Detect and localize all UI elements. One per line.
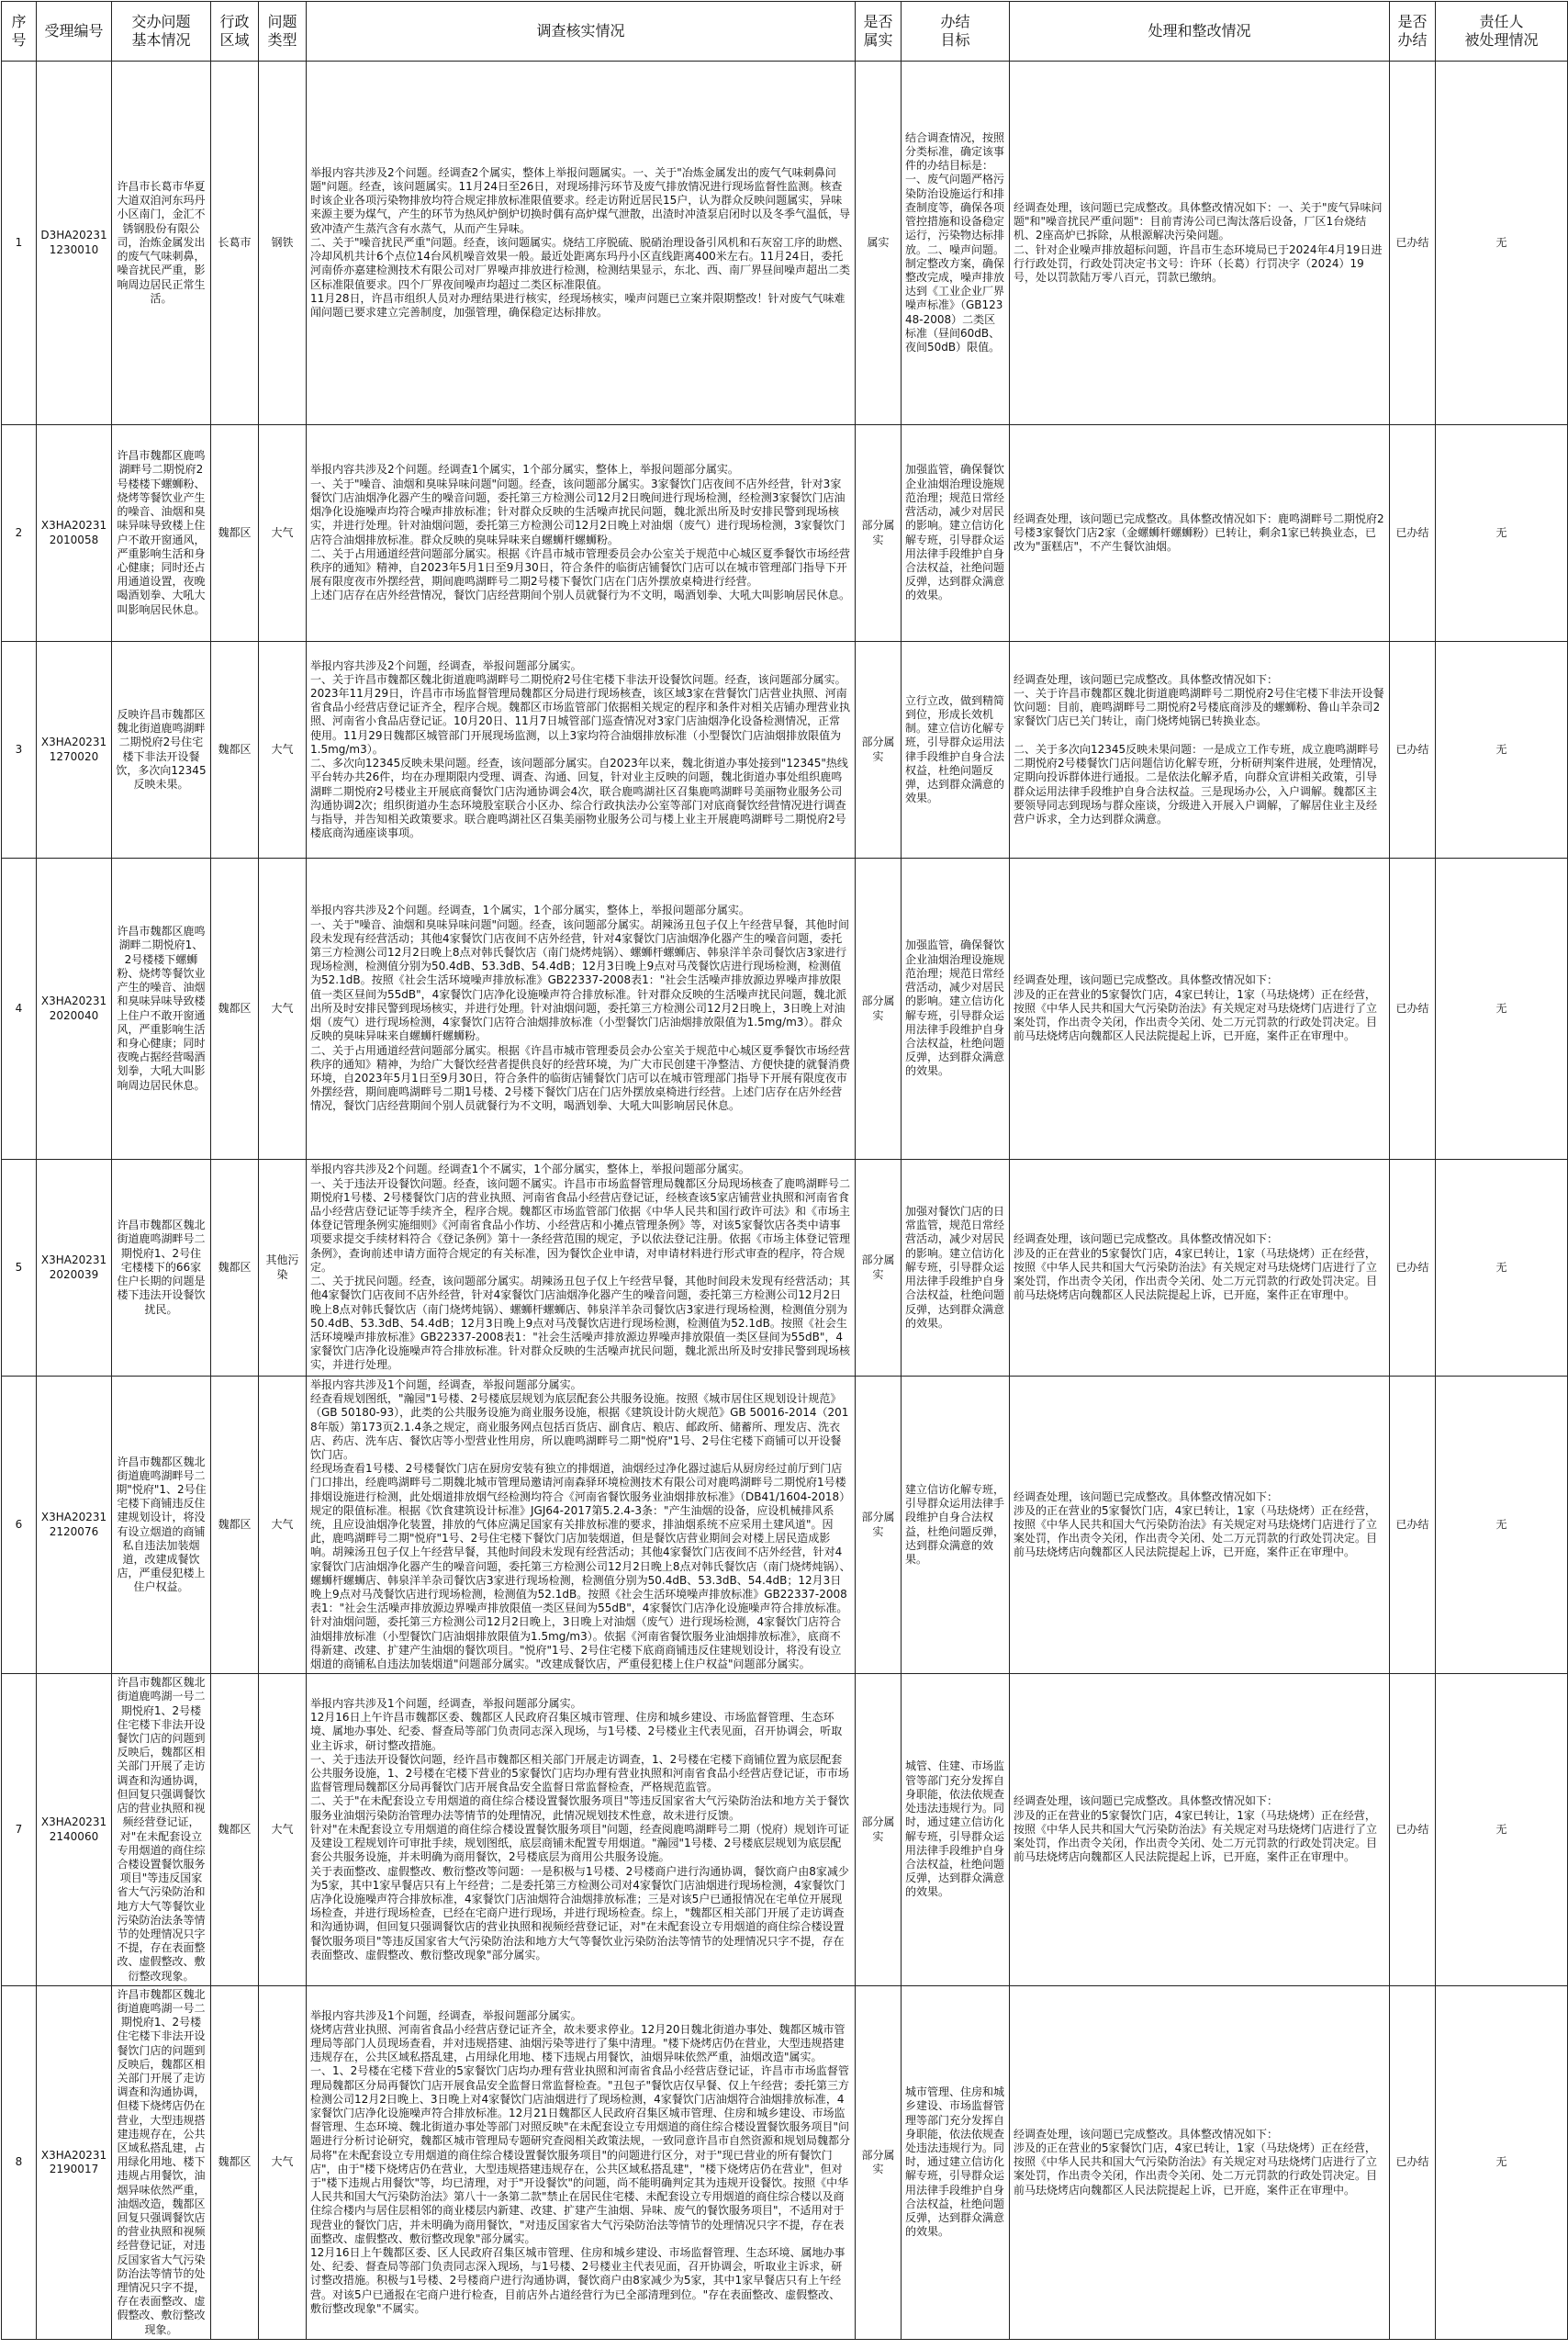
cell-handling: 经调查处理，该问题已完成整改。具体整改情况如下： 涉及的正在营业的5家餐饮门店，4家已转让，1家（马珐烧烤）正在经营，按照《中华人民共和国大气污染防治法》有关规定对马珐烧烤门店进行了立案处罚，作出责令关闭，作出责令关闭、处二万元罚款的行政处罚决定。目前马珐烧烤店向魏都区人民法院提起上诉，已开庭，案件正在审理中。 — [1010, 859, 1390, 1160]
cell-goal: 加强监管，确保餐饮企业油烟治理设施规范治理；规范日常经营活动，减少对居民的影响。建立信访化解专班，引导群众运用法律手段维护自身合法权益，社绝问题反弹，达到群众满意的效果。 — [902, 425, 1010, 642]
cell-true: 部分属实 — [856, 1160, 902, 1377]
cell-id: X3HA202312190017 — [37, 1985, 112, 2339]
cell-type: 大气 — [259, 859, 307, 1160]
cell-handling: 经调查处理，该问题已完成整改。具体整改情况如下： 涉及的正在营业的5家餐饮门店，4家已转让，1家（马珐烧烤）正在经营，按照《中华人民共和国大气污染防治法》有关规定对马珐烧烤门店进行了立案处罚，作出责令关闭，作出责令关闭、处二万元罚款的行政处罚决定。目前马珐烧烤店向魏都区人民法院提起上诉，已开庭，案件正在审理中。 — [1010, 1160, 1390, 1377]
table-row — [2, 642, 1568, 859]
cell-basic: 许昌市魏都区魏北街道鹿鸣湖畔号二期悦府1、2号住宅楼楼下的66家住户长期的问题是楼下违法开设餐饮扰民。 — [112, 1160, 211, 1377]
cell-done: 已办结 — [1390, 859, 1436, 1160]
cell-type: 钢铁 — [259, 62, 307, 425]
cell-true: 部分属实 — [856, 1985, 902, 2339]
cell-investigation: 举报内容共涉及1个问题，经调查，举报问题部分属实。 烧烤店营业执照、河南省食品小经营店登记证齐全，故未要求停业。12月20日魏北街道办事处、魏都区城市管理局等部门人员现场查看，并对违规搭建、油烟污染等进行了集中清理。"楼下烧烤店仍在营业，大型违规搭建违规存在，公共区域私搭乱建，占用绿化用地、楼下违规占用餐饮，油烟异味依然严重，油烟改造"属实。 一、1、2号楼在宅楼下营业的5家餐饮门店均办理有营业执照和河南省食品小经营店登记证，许昌市市场监督管理局魏都区分局再餐饮门店开展食品安全监督日常监督检查。"丑包子"餐饮店仅早餐、仅上午经营；委托第三方检测公司12月2日晚上、3日晚上对4家餐饮门店油烟进行了现场检测，4家餐饮门店油烟符合油烟排放标准，4家餐饮门店净化设施噪声符合排放标准。12月21日魏都区人民政府召集区城市管理、住房和城乡建设、市场监督管理、生态环境、魏北街道办事处等部门对照反映"在未配套设立专用烟道的商住综合楼设置餐饮服务项目"问题进行分析讨论研究，魏都区城市管理局专题研究查阅相关政策法规，一致同意许昌市自然资源和规划局魏都分局将"在未配套设立专用烟道的商住综合楼设置餐饮服务项目"的问题进行区分，对于"现已营业的所有餐饮门店"，由于"楼下烧烤店仍在营业，大型违规搭建违规存在，公共区域私搭乱建"，"楼下烧烤店仍在营业"，但对于"楼下违规占用餐饮"等，均已清理，对于"开设餐饮"的问题，尚不能明确判定其为违规开设餐饮。按照《中华人民共和国大气污染防治法》第八十一条第二款"禁止在居民住宅楼、未配套设立专用烟道的商住综合楼以及商住综合楼内与居住层相邻的商业楼层内新建、改建、扩建产生油烟、异味、废气的餐饮服务项目"，不适用对于现营业的餐饮门店，并未明确为商用餐饮，"对违反国家省大气污染防治法等情节的处理情况只字不提，存在表面整改、虚假整改、敷衍整改现象"部分属实。 12月16日上午魏都区委、区人民政府召集区城市管理、住房和城乡建设、市场监督管理、生态环境、属地办事处、纪委、督查局等部门负责同志深入现场，与1号楼、2号楼业主代表见面，召开协调会，听取业主诉求，研讨整改措施。积极与1号楼、2号楼商户进行沟通协调，餐饮商户由8家减少为5家，其中1家早餐店只有上午经营。对该5户已通报在宅商户进行检查，目前店外占道经营行为已全部清理到位。"存在表面整改、虚假整改、敷衍整改现象"不属实。 — [307, 1985, 856, 2339]
cell-basic: 反映许昌市魏都区魏北街道鹿鸣湖畔二期悦府2号住宅楼下非法开设餐饮，多次向12345反映未果。 — [112, 642, 211, 859]
cell-goal: 城管、住建、市场监管等部门充分发挥自身职能，依法依规查处违法违规行为。同时，通过建立信访化解专班，引导群众运用法律手段维护自身合法权益，杜绝问题反弹，达到群众满意的效果。 — [902, 1674, 1010, 1985]
cell-id: D3HA202311230010 — [37, 62, 112, 425]
cell-done: 已办结 — [1390, 642, 1436, 859]
cell-basic: 许昌市魏都区鹿鸣湖畔号二期悦府2号楼楼下螺蛳粉、烧烤等餐饮业产生的噪音、油烟和臭味异味导致楼上住户不敢开窗通风，严重影响生活和身心健康；同时还占用通道设置，夜晚喝酒划拳、大吼大叫影响居民休息。 — [112, 425, 211, 642]
cell-seq: 8 — [2, 1985, 37, 2339]
cell-goal: 加强监管，确保餐饮企业油烟治理设施规范治理；规范日常经营活动，减少对居民的影响。建立信访化解专班，引导群众运用法律手段维护自身合法权益，杜绝问题反弹，达到群众满意的效果。 — [902, 859, 1010, 1160]
cell-id: X3HA202312140060 — [37, 1674, 112, 1985]
cell-id: X3HA202312020040 — [37, 859, 112, 1160]
cell-region: 魏都区 — [211, 1674, 259, 1985]
table-header-row — [2, 2, 1568, 62]
cell-done: 已办结 — [1390, 62, 1436, 425]
cell-id: X3HA202312120076 — [37, 1377, 112, 1674]
cell-id: X3HA202311270020 — [37, 642, 112, 859]
cell-seq: 7 — [2, 1674, 37, 1985]
cell-responsible: 无 — [1436, 1377, 1568, 1674]
table-row — [2, 1985, 1568, 2339]
cell-seq: 6 — [2, 1377, 37, 1674]
cell-handling: 经调查处理，该问题已完成整改。具体整改情况如下： 涉及的正在营业的5家餐饮门店，4家已转让，1家（马珐烧烤）正在经营，按照《中华人民共和国大气污染防治法》有关规定对马珐烧烤门店进行了立案处罚，作出责令关闭，作出责令关闭、处二万元罚款的行政处罚决定。目前马珐烧烤店向魏都区人民法院提起上诉，已开庭，案件正在审理中。 — [1010, 1377, 1390, 1674]
cell-responsible: 无 — [1436, 62, 1568, 425]
header-id: 受理编号 — [37, 2, 112, 62]
cell-investigation: 举报内容共涉及1个问题，经调查，举报问题部分属实。 经查看规划图纸，"瀚园"1号楼、2号楼底层规划为底层配套公共服务设施。按照《城市居住区规划设计规范》（GB 50180-93），此类的公共服务设施为商业服务设施，根据《建筑设计防火规范》GB 50016-2014（2018年版）第173页2.1.4条之规定，商业服务网点包括百货店、副食店、粮店、邮政所、储蓄所、理发店、洗衣店、药店、洗车店、餐饮店等小型营业性用房，所以鹿鸣湖畔号二期"悦府"1号、2号住宅楼下商铺可以开设餐饮门店。 经现场查看1号楼、2号楼餐饮门店在厨房安装有独立的排烟道，油烟经过净化器过滤后从厨房经过前厅到门店门口排出，经鹿鸣湖畔号二期魏北城市管理局邀请河南森驿环境检测技术有限公司对鹿鸣湖畔号二期悦府1号楼排烟设施进行检测，此处烟道排放烟气经检测均符合《河南省餐饮服务业油烟排放标准》（DB41/1604-2018）规定的限值标准。根据《饮食建筑设计标准》JGJ64-2017第5.2.4-3条："产生油烟的设备，应设机械排风系统，且应设油烟净化装置，排放的气体应满足国家有关排放标准的要求，排油烟系统不应采用土建风道"。因此，鹿鸣湖畔号二期"悦府"1号、2号住宅楼下餐饮门店加装烟道，但是餐饮店营业期间会对楼上居民造成影响。胡辣汤丑包子仅上午经营早餐，其他时间段未发现有经营活动；其他4家餐饮门店夜间不店外经营，针对4家餐饮门店油烟净化器产生的噪音问题，委托第三方检测公司12月2日晚上8点对韩氏餐饮店（南门烧烤炖锅）、螺蛳杆螺蛳店、韩泉洋羊杂司餐饮店3家进行现场检测，检测值分别为50.4dB、53.3dB、54.4dB；12月3日晚上9点对马茂餐饮店进行现场检测，检测值为52.1dB。按照《社会生活环境噪声排放标准》GB22337-2008表1："社会生活噪声排放源边界噪声排放限值一类区昼间为55dB"，4家餐饮门店净化设施噪声符合排放标准。针对油烟问题，委托第三方检测公司12月2日晚上，3日晚上对油烟（废气）进行现场检测，4家餐饮门店符合油烟排放标准（小型餐饮门店油烟排放限值为1.5mg/m3）。依据《河南省餐饮服务业油烟排放标准》，底商不得新建、改建、扩建产生油烟的餐饮项目。"悦府"1号、2号住宅楼下底商商铺违反住建规划设计，将没有设立烟道的商铺私自违法加装烟道"问题部分属实。"改建成餐饮店，严重侵犯楼上住户权益"问题部分属实。 — [307, 1377, 856, 1674]
cell-region: 魏都区 — [211, 1377, 259, 1674]
complaint-table — [1, 1, 1568, 2340]
cell-done: 已办结 — [1390, 1377, 1436, 1674]
cell-investigation: 举报内容共涉及2个问题，经调查，举报问题部分属实。 一、关于许昌市魏都区魏北街道鹿鸣湖畔号二期悦府2号住宅楼下非法开设餐饮问题。经查，该问题部分属实。2023年11月29日，许昌市市场监督管理局魏都区分局进行现场核查，该区域3家在营餐饮门店营业执照、河南省食品小经营店登记证齐全，程序合规。魏都区市场监管部门依据相关规定的程序和条件对相关店铺办理营业执照、河南省小食品店登记证。10月20日、11月7日城管部门巡查情况对3家门店油烟净化设备检测情况，正常使用。11月29日魏都区城管部门开展现场监测，以上3家均符合油烟排放标准（小型餐饮门店油烟排放限值为1.5mg/m3）。 二、多次向12345反映未果问题。经查，该问题部分属实。自2023年以来，魏北街道办事处接到"12345"热线平台转办共26件，均在办理期限内受理、调查、沟通、回复，针对业主反映的问题，魏北街道办事处组织鹿鸣湖畔二期悦府2号楼业主开展底商餐饮门店沟通协调会4次，联合鹿鸣湖社区召集鹿鸣湖畔号美丽物业服务公司沟通协调2次；组织街道办生态环境股室联合小区办、综合行政执法办公室等部门对底商餐饮经营情况进行调查与指导，并告知相关政策要求。联合鹿鸣湖社区召集美丽物业服务公司与楼上业主开展鹿鸣湖畔号二期悦府2号楼底商沟通座谈事项。 — [307, 642, 856, 859]
cell-true: 属实 — [856, 62, 902, 425]
cell-region: 魏都区 — [211, 1160, 259, 1377]
cell-responsible: 无 — [1436, 859, 1568, 1160]
header-region: 行政 区域 — [211, 2, 259, 62]
cell-basic: 许昌市魏都区魏北街道鹿鸣湖畔号二期"悦府"1、2号住宅楼下商铺违反住建规划设计，将没有设立烟道的商铺私自违法加装烟道，改建成餐饮店，严重侵犯楼上住户权益。 — [112, 1377, 211, 1674]
cell-region: 魏都区 — [211, 1985, 259, 2339]
cell-true: 部分属实 — [856, 859, 902, 1160]
cell-goal: 建立信访化解专班，引导群众运用法律手段维护自身合法权益，杜绝问题反弹，达到群众满意的效果。 — [902, 1377, 1010, 1674]
header-done: 是否 办结 — [1390, 2, 1436, 62]
cell-type: 其他污染 — [259, 1160, 307, 1377]
cell-true: 部分属实 — [856, 642, 902, 859]
cell-true: 部分属实 — [856, 1377, 902, 1674]
cell-investigation: 举报内容共涉及2个问题。经调查2个属实，整体上举报问题属实。一、关于"冶炼金属发出的废气气味刺鼻问题"问题。经查，该问题属实。11月24日至26日，对现场排污环节及废气排放情况进行现场监督性监测。核查时该企业各项污染物排放均符合规定排放标准限值要求。经走访附近居民15户，认为群众反映问题属实，异味来源主要为煤气，产生的环节为热风炉倒炉切换时偶有高炉煤气泄散，出渣时冲渣泵启闭时以及冬季气温低，导致冲渣产生蒸汽含有水蒸气，从而产生异味。 二、关于"噪音扰民严重"问题。经查，该问题属实。烧结工序脱硫、脱硝治理设备引风机和石灰窑工序的助燃、冷却风机共计6个点位14台风机噪音效果一般。最近处距离东玛丹小区直线距离400米左右。11月24日，委托河南侨亦嘉建检测技术有限公司对厂界噪声排放进行检测，检测结果显示，东北、西、南厂界昼间噪声超出二类区标准限值要求。四个厂界夜间噪声均超过二类区标准限值。 11月28日，许昌市组织人员对办理结果进行核实，经现场核实，噪声问题已立案并限期整改！针对废气气味难闻问题已要求建立完善制度，加强管理，确保稳定达标排放。 — [307, 62, 856, 425]
cell-true: 部分属实 — [856, 1674, 902, 1985]
cell-handling: 经调查处理，该问题已完成整改。具体整改情况如下： 涉及的正在营业的5家餐饮门店，4家已转让，1家（马珐烧烤）正在经营，按照《中华人民共和国大气污染防治法》有关规定对马珐烧烤门店进行了立案处罚，作出责令关闭，作出责令关闭、处二万元罚款的行政处罚决定。目前马珐烧烤店向魏都区人民法院提起上诉，已开庭，案件正在审理中。 — [1010, 1985, 1390, 2339]
cell-true: 部分属实 — [856, 425, 902, 642]
cell-region: 魏都区 — [211, 642, 259, 859]
cell-handling: 经调查处理，该问题已完成整改。具体整改情况如下：一、关于"废气异味问题"和"噪音扰民严重问题"：目前青涛公司已淘汰落后设备，厂区1台烧结机、2座高炉已拆除，从根源解决污染问题。 二、针对企业噪声排放超标问题，许昌市生态环境局已于2024年4月19日进行行政处罚，行政处罚决定书文号：许环（长葛）行罚决字（2024）19号，处以罚款陆万零八百元，罚款已缴纳。 — [1010, 62, 1390, 425]
header-true: 是否 属实 — [856, 2, 902, 62]
header-seq: 序号 — [2, 2, 37, 62]
cell-responsible: 无 — [1436, 642, 1568, 859]
cell-handling: 经调查处理，该问题已完成整改。具体整改情况如下： 涉及的正在营业的5家餐饮门店，4家已转让，1家（马珐烧烤）正在经营，按照《中华人民共和国大气污染防治法》有关规定对马珐烧烤门店进行了立案处罚，作出责令关闭，作出责令关闭、处二万元罚款的行政处罚决定。目前马珐烧烤店向魏都区人民法院提起上诉，已开庭，案件正在审理中。 — [1010, 1674, 1390, 1985]
cell-type: 大气 — [259, 425, 307, 642]
header-handling: 处理和整改情况 — [1010, 2, 1390, 62]
cell-handling: 经调查处理，该问题已完成整改。具体整改情况如下：鹿鸣湖畔号二期悦府2号楼3家餐饮门店2家（金螺蛳杆螺蛳粉）已转让，剩余1家已转换业态，已改为"蛋糕店"，不产生餐饮油烟。 — [1010, 425, 1390, 642]
cell-basic: 许昌市魏都区魏北街道鹿鸣湖一号二期悦府1、2号楼住宅楼下非法开设餐饮门店的问题到反映后，魏都区相关部门开展了走访调查和沟通协调，但楼下烧烤店仍在营业，大型违规搭建违规存在，公共区域私搭乱建，占用绿化用地、楼下违规占用餐饮，油烟异味依然严重，油烟改造，魏都区回复只强调餐饮店的营业执照和视频经营登记证，对违反国家省大气污染防治法等情节的处理情况只字不提，存在表面整改、虚假整改、敷衍整改现象。 — [112, 1985, 211, 2339]
table-row — [2, 425, 1568, 642]
cell-responsible: 无 — [1436, 1985, 1568, 2339]
cell-region: 魏都区 — [211, 425, 259, 642]
header-investigation: 调查核实情况 — [307, 2, 856, 62]
cell-type: 大气 — [259, 1674, 307, 1985]
cell-seq: 4 — [2, 859, 37, 1160]
cell-id: X3HA202312010058 — [37, 425, 112, 642]
header-type: 问题 类型 — [259, 2, 307, 62]
cell-basic: 许昌市魏都区魏北街道鹿鸣湖一号二期悦府1、2号楼住宅楼下非法开设餐饮门店的问题到反映后，魏都区相关部门开展了走访调查和沟通协调，但回复只强调餐饮店的营业执照和视频经营登记证，对"在未配套设立专用烟道的商住综合楼设置餐饮服务项目"等违反国家省大气污染防治和地方大气等餐饮业污染防治法条等情节的处理情况只字不提，存在表面整改、虚假整改、敷衍整改现象。 — [112, 1674, 211, 1985]
cell-basic: 许昌市长葛市华夏大道双洎河东玛丹小区南门，金汇不锈钢股份有限公司，治炼金属发出的废气气味刺鼻，噪音扰民严重，影响周边居民正常生活。 — [112, 62, 211, 425]
cell-type: 大气 — [259, 1377, 307, 1674]
cell-region: 魏都区 — [211, 859, 259, 1160]
cell-investigation: 举报内容共涉及2个问题。经调查1个属实，1个部分属实，整体上，举报问题部分属实。 一、关于"噪音、油烟和臭味异味问题"问题。经查，该问题部分属实。3家餐饮门店夜间不店外经营，针对3家餐饮门店油烟净化器产生的噪音问题，委托第三方检测公司12月2日晚间进行现场检测，经检测3家餐饮门店油烟净化设施噪声均符合噪声排放标准；针对群众反映的生活噪声扰民问题，魏北派出所及时安排民警到现场核实，并进行处理。针对油烟问题，委托第三方检测公司12月2日晚上对油烟（废气）进行现场检测，3家餐饮门店符合油烟排放标准。群众反映的臭味异味来自螺蛳杆螺蛳粉。 二、关于占用通道经营问题部分属实。根据《许昌市城市管理委员会办公室关于规范中心城区夏季餐饮市场经营秩序的通知》精神，自2023年5月1日至9月30日，符合条件的临街店铺餐饮门店可以在城市管理部门指导下开展有限度夜市外摆经营，期间鹿鸣湖畔号二期2号楼下餐饮门店在门店外摆放桌椅进行经营。 上述门店存在店外经营情况，餐饮门店经营期间个别人员就餐行为不文明，喝酒划拳、大吼大叫影响居民休息。 — [307, 425, 856, 642]
cell-goal: 结合调查情况，按照分类标准，确定该事件的办结目标是：一、废气问题严格污染防治设施运行和排查制度等，确保各项管控措施和设备稳定运行，污染物达标排放。二、噪声问题。制定整改方案，确保整改完成，噪声排放达到《工业企业厂界噪声标准》（GB12348-2008）二类区标准（昼间60dB、夜间50dB）限值。 — [902, 62, 1010, 425]
cell-goal: 立行立改，做到精简到位，形成长效机制。建立信访化解专班，引导群众运用法律手段维护自身合法权益，杜绝问题反弹，达到群众满意的效果。 — [902, 642, 1010, 859]
cell-handling: 经调查处理，该问题已完成整改。具体整改情况如下： 一、关于许昌市魏都区魏北街道鹿鸣湖畔号二期悦府2号住宅楼下非法开设餐饮问题：目前，鹿鸣湖畔号二期悦府2号楼底商涉及的螺蛳粉、鲁山羊杂司2家餐饮门店已关门转让，南门烧烤炖锅已转换业态。 二、关于多次向12345反映未果问题：一是成立工作专班，成立鹿鸣湖畔号二期悦府2号楼餐饮门店问题信访化解专班，分析研判案件进展，处理情况，定期向投诉群体进行通报。二是依法化解矛盾，向群众宣讲相关政策，引导群众运用法律手段维护自身合法权益。三是现场办公，入户调解。魏都区主要领导同志到现场与群众座谈，分级进入开展入户调解，了解居住业主及经营户诉求，全力达到群众满意。 — [1010, 642, 1390, 859]
cell-seq: 1 — [2, 62, 37, 425]
cell-seq: 5 — [2, 1160, 37, 1377]
header-basic: 交办问题 基本情况 — [112, 2, 211, 62]
cell-done: 已办结 — [1390, 1985, 1436, 2339]
cell-responsible: 无 — [1436, 1674, 1568, 1985]
table-row — [2, 1160, 1568, 1377]
cell-type: 大气 — [259, 1985, 307, 2339]
cell-responsible: 无 — [1436, 1160, 1568, 1377]
cell-investigation: 举报内容共涉及2个问题。经调查1个不属实，1个部分属实，整体上，举报问题部分属实。 一、关于违法开设餐饮问题。经查，该问题不属实。许昌市市场监督管理局魏都区分局现场核查了鹿鸣湖畔号二期悦府1号楼、2号楼餐饮门店的营业执照、河南省食品小经营店登记证，经核查该5家店铺营业执照和河南省食品小经营店登记证等手续齐全，程序合规。魏都区市场监管部门依据《中华人民共和国行政许可法》和《市场主体登记管理条例实施细则》《河南省食品小作坊、小经营店和小摊点管理条例》等，对该5家餐饮店各类中请事项要求提交手续材料符合《登记条例》第十一条经营范围的规定，予以依法登记注册。依据《市场主体登记管理条例》，查询前述申请方面符合规定的有关标准，因为餐饮企业申请，对申请材料进行形式审查的程序，符合规定。 二、关于扰民问题。经查，该问题部分属实。胡辣汤丑包子仅上午经营早餐，其他时间段未发现有经营活动；其他4家餐饮门店夜间不店外经营，针对4家餐饮门店油烟净化器产生的噪音问题，委托第三方检测公司12月2日晚上8点对韩氏餐饮店（南门烧烤炖锅）、螺蛳杆螺蛳店、韩泉洋羊杂司餐饮店3家进行现场检测，检测值分别为50.4dB、53.3dB、54.4dB；12月3日晚上9点对马茂餐饮店进行现场检测，检测值为52.1dB。按照《社会生活环境噪声排放标准》GB22337-2008表1："社会生活噪声排放源边界噪声排放限值一类区昼间为55dB"，4家餐饮门店净化设施噪声符合排放标准。针对群众反映的生活噪声扰民问题，魏北派出所及时安排民警到现场核实，并进行处理。 — [307, 1160, 856, 1377]
table-row — [2, 1674, 1568, 1985]
table-row — [2, 62, 1568, 425]
cell-goal: 城市管理、住房和城乡建设、市场监督管理等部门充分发挥自身职能，依法依规查处违法违规行为。同时，通过建立信访化解专班，引导群众运用法律手段维护自身合法权益，杜绝问题反弹，达到群众满意的效果。 — [902, 1985, 1010, 2339]
cell-done: 已办结 — [1390, 1674, 1436, 1985]
header-goal: 办结 目标 — [902, 2, 1010, 62]
table-row — [2, 1377, 1568, 1674]
cell-investigation: 举报内容共涉及2个问题。经调查，1个属实，1个部分属实，整体上，举报问题部分属实。 一、关于"噪音、油烟和臭味异味问题"问题。经查，该问题部分属实。胡辣汤丑包子仅上午经营早餐，其他时间段未发现有经营活动；其他4家餐饮门店夜间不店外经营，针对4家餐饮门店油烟净化器产生的噪音问题，委托第三方检测公司12月2日晚上8点对韩氏餐饮店（南门烧烤炖锅）、螺蛳杆螺蛳店、韩泉洋羊杂司餐饮店3家进行现场检测，检测值分别为50.4dB、53.3dB、54.4dB；12月3日晚上9点对马茂餐饮店进行现场检测，检测值为52.1dB。按照《社会生活环境噪声排放标准》GB22337-2008表1："社会生活噪声排放源边界噪声排放限值一类区昼间为55dB"，4家餐饮门店净化设施噪声符合排放标准。针对群众反映的生活噪声扰民问题，魏北派出所及时安排民警到现场核实，并进行处理。针对油烟问题，委托第三方检测公司12月2日晚上，3日晚上对油烟（废气）进行现场检测，4家餐饮门店符合油烟排放标准（小型餐饮门店油烟排放限值为1.5mg/m3）。群众反映的臭味异味来自螺蛳杆螺蛳粉。 二、关于占用通道经营问题部分属实。根据《许昌市城市管理委员会办公室关于规范中心城区夏季餐饮市场经营秩序的通知》精神，为给广大餐饮经营者提供良好的经营环境，为广大市民创建干净整洁、方便快捷的就餐消费环境，自2023年5月1日至9月30日，符合条件的临街店铺餐饮门店可以在城市管理部门指导下开展有限度夜市外摆经营，期间鹿鸣湖畔号二期1号楼、2号楼下餐饮门店在门店外摆放桌椅进行经营。上述门店存在店外经营情况，餐饮门店经营期间个别人员就餐行为不文明，喝酒划拳、大吼大叫影响居民休息。 — [307, 859, 856, 1160]
header-responsible: 责任人 被处理情况 — [1436, 2, 1568, 62]
cell-basic: 许昌市魏都区鹿鸣湖畔二期悦府1、2号楼楼下螺蛳粉、烧烤等餐饮业产生的噪音、油烟和臭味异味导致楼上住户不敢开窗通风，严重影响生活和身心健康；同时夜晚占据经营喝酒划拳，大吼大叫影响周边居民休息。 — [112, 859, 211, 1160]
table-row — [2, 859, 1568, 1160]
cell-region: 长葛市 — [211, 62, 259, 425]
cell-seq: 2 — [2, 425, 37, 642]
cell-done: 已办结 — [1390, 1160, 1436, 1377]
cell-type: 大气 — [259, 642, 307, 859]
cell-responsible: 无 — [1436, 425, 1568, 642]
cell-done: 已办结 — [1390, 425, 1436, 642]
cell-id: X3HA202312020039 — [37, 1160, 112, 1377]
cell-seq: 3 — [2, 642, 37, 859]
cell-investigation: 举报内容共涉及1个问题，经调查，举报问题部分属实。 12月16日上午许昌市魏都区委、魏都区人民政府召集区城市管理、住房和城乡建设、市场监督管理、生态环境、属地办事处、纪委、督查局等部门负责同志深入现场，与1号楼、2号楼业主代表见面，召开协调会，听取业主诉求，研讨整改措施。 一、关于违法开设餐饮问题，经许昌市魏都区相关部门开展走访调查，1、2号楼在宅楼下商铺位置为底层配套公共服务设施，1、2号楼在宅楼下营业的5家餐饮门店均办理有营业执照和河南省食品小经营店登记证，市市场监督管理局魏都区分局再餐饮门店开展食品安全监督日常监督检查，严格规范监管。 二、关于"在未配套设立专用烟道的商住综合楼设置餐饮服务项目"等违反国家省大气污染防治法和地方关于餐饮服务业油烟污染防治管理办法等情节的处理情况，此情况规划技术性意，故未进行反馈。 针对"在未配套设立专用烟道的商住综合楼设置餐饮服务项目"问题，经查阅鹿鸣湖畔号二期（悦府）规划许可证及建设工程规划许可审批手续，规划图纸，底层商铺未配置专用烟道。"瀚园"1号楼、2号楼底层规划为底层配套公共服务设施，并未明确为商用餐饮，2号楼底层为商用公共服务设施。 关于表面整改、虚假整改、敷衍整改等问题：一是积极与1号楼、2号楼商户进行沟通协调，餐饮商户由8家减少为5家，其中1家早餐店只有上午经营；二是委托第三方检测公司对4家餐饮门店油烟进行现场检测，4家餐饮门店净化设施噪声符合排放标准，4家餐饮门店油烟符合油烟排放标准；三是对该5户已通报情况在宅单位开展现场检查，并进行现场检查，已经在宅商户进行现场，并进行现场检查。综上，"魏都区相关部门开展了走访调查和沟通协调，但回复只强调餐饮店的营业执照和视频经营登记证，对"在未配套设立专用烟道的商住综合楼设置餐饮服务项目"等违反国家省大气污染防治法和地方大气等餐饮业污染防治法等情节的处理情况只字不提，存在表面整改、虚假整改、敷衍整改现象"部分属实。 — [307, 1674, 856, 1985]
cell-goal: 加强对餐饮门店的日常监管，规范日常经营活动，减少对居民的影响。建立信访化解专班，引导群众运用法律手段维护自身合法权益，杜绝问题反弹，达到群众满意的效果。 — [902, 1160, 1010, 1377]
